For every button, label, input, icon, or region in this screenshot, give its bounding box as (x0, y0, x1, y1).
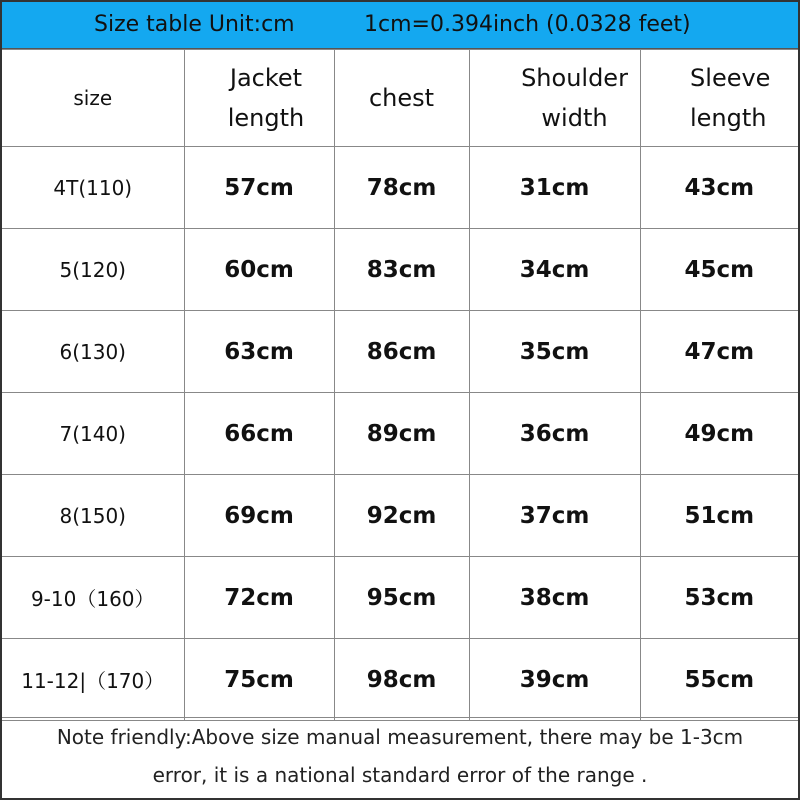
header-sleeve-length-line1: Sleeve (690, 64, 771, 92)
shoulder-width-cell: 35cm (469, 311, 640, 393)
shoulder-width-cell: 34cm (469, 229, 640, 311)
jacket-length-cell: 72cm (184, 557, 334, 639)
note-text (2, 717, 798, 799)
shoulder-width-cell: 39cm (469, 639, 640, 721)
jacket-length-cell: 66cm (184, 393, 334, 475)
size-cell: 11-12|（170） (2, 639, 184, 721)
jacket-length-cell: 60cm (184, 229, 334, 311)
unit-label: Size table Unit:cm (94, 12, 295, 37)
sleeve-length-cell: 47cm (640, 311, 798, 393)
size-cell: 7(140) (2, 393, 184, 475)
table-row (2, 229, 798, 311)
chest-cell: 95cm (334, 557, 469, 639)
conversion-label: 1cm=0.394inch (0.0328 feet) (364, 12, 691, 37)
size-cell: 4T(110) (2, 147, 184, 229)
header-row (2, 50, 798, 147)
table-row (2, 147, 798, 229)
shoulder-width-cell: 36cm (469, 393, 640, 475)
header-chest: chest (334, 50, 469, 147)
header-sleeve-length (640, 50, 798, 147)
size-cell: 5(120) (2, 229, 184, 311)
size-cell: 8(150) (2, 475, 184, 557)
jacket-length-cell: 69cm (184, 475, 334, 557)
table-row (2, 393, 798, 475)
table-row (2, 311, 798, 393)
header-sleeve-length-line2: length (690, 104, 767, 132)
shoulder-width-cell: 31cm (469, 147, 640, 229)
sleeve-length-cell: 49cm (640, 393, 798, 475)
chest-cell: 83cm (334, 229, 469, 311)
header-jacket-length (184, 50, 334, 147)
chest-cell: 86cm (334, 311, 469, 393)
header-shoulder-width-line2: width (541, 104, 608, 132)
header-shoulder-width (469, 50, 640, 147)
sleeve-length-cell: 55cm (640, 639, 798, 721)
table-row (2, 475, 798, 557)
chest-cell: 92cm (334, 475, 469, 557)
jacket-length-cell: 63cm (184, 311, 334, 393)
sleeve-length-cell: 51cm (640, 475, 798, 557)
size-table-banner (2, 2, 798, 49)
header-shoulder-width-line1: Shoulder (521, 64, 628, 92)
jacket-length-cell: 57cm (184, 147, 334, 229)
header-jacket-length-line1: Jacket (229, 64, 303, 92)
note-line-1: Note friendly:Above size manual measurement, there may be 1-3cm (56, 725, 744, 749)
size-cell: 6(130) (2, 311, 184, 393)
sleeve-length-cell: 43cm (640, 147, 798, 229)
note-line-2: error, it is a national standard error of the range . (152, 763, 648, 787)
table-row (2, 639, 798, 721)
size-table (2, 49, 798, 721)
shoulder-width-cell: 37cm (469, 475, 640, 557)
sleeve-length-cell: 45cm (640, 229, 798, 311)
header-jacket-length-line2: length (227, 104, 305, 132)
chest-cell: 98cm (334, 639, 469, 721)
shoulder-width-cell: 38cm (469, 557, 640, 639)
jacket-length-cell: 75cm (184, 639, 334, 721)
chest-cell: 78cm (334, 147, 469, 229)
table-row (2, 557, 798, 639)
size-cell: 9-10（160） (2, 557, 184, 639)
sleeve-length-cell: 53cm (640, 557, 798, 639)
chest-cell: 89cm (334, 393, 469, 475)
header-size: size (2, 50, 184, 147)
